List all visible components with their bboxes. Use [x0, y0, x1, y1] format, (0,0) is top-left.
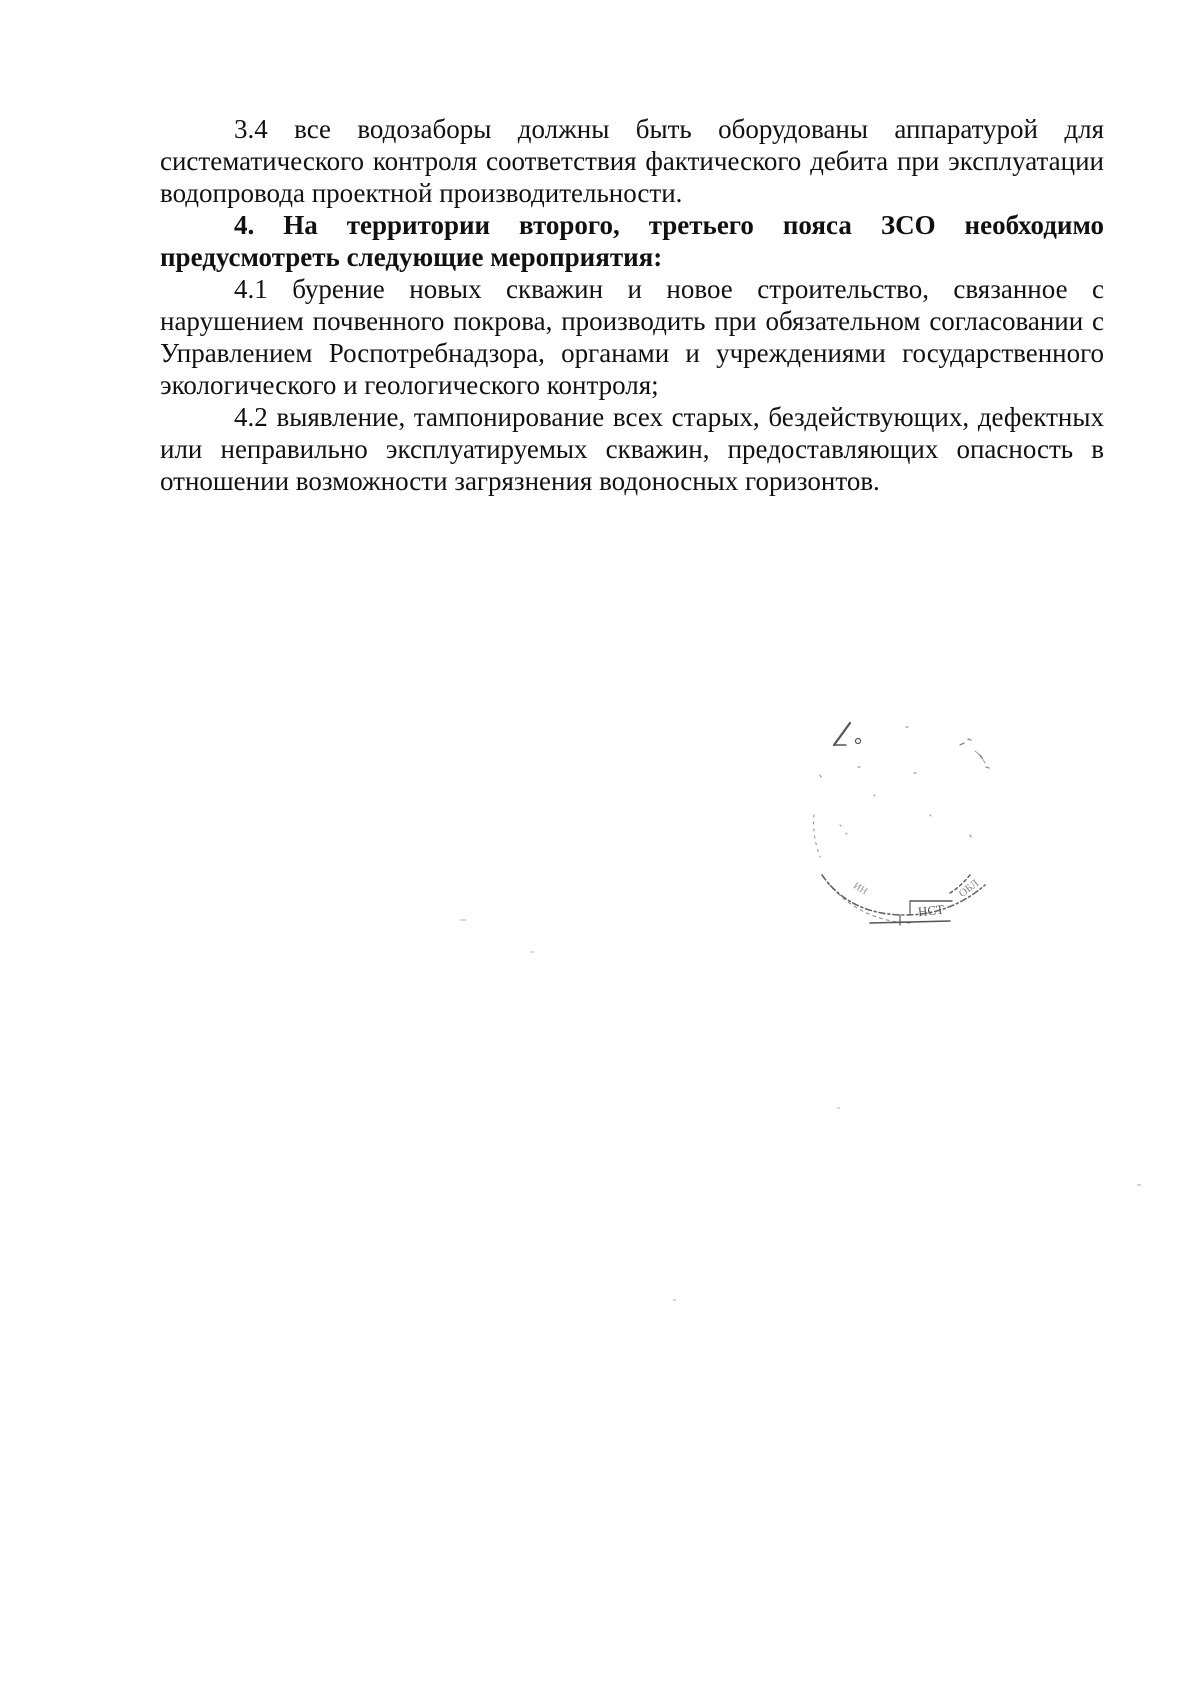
svg-text:ИН: ИН: [851, 880, 870, 898]
svg-text:ОБЛ: ОБЛ: [956, 877, 982, 901]
paragraph-4-2: 4.2 выявление, тампонирование всех старых, бездействующих, дефектных или неправильно эксплуатируемых скважин, предоставляющих опасность в отношении возможности загрязнения водоносных горизонтов.: [160, 402, 1104, 496]
document-body: [160, 113, 1104, 497]
paragraph-4-1: 4.1 бурение новых скважин и новое строительство, связанное с нарушением почвенного покрова, производить при обязательном согласовании с Управлением Роспотребнадзора, органами и учреждениями государственного экологического и геологического контроля;: [160, 274, 1104, 400]
stamp-fragment-text: НСТ: [917, 901, 945, 920]
paragraph-3-4: 3.4 все водозаборы должны быть оборудованы аппаратурой для систематического контроля соответствия фактического дебита при эксплуатации водопровода проектной производительности.: [160, 114, 1104, 208]
section-heading-4: 4. На территории второго, третьего пояса ЗСО необходимо предусмотреть следующие мероприятия:: [160, 210, 1104, 272]
faded-seal-stamp: [810, 715, 1040, 935]
